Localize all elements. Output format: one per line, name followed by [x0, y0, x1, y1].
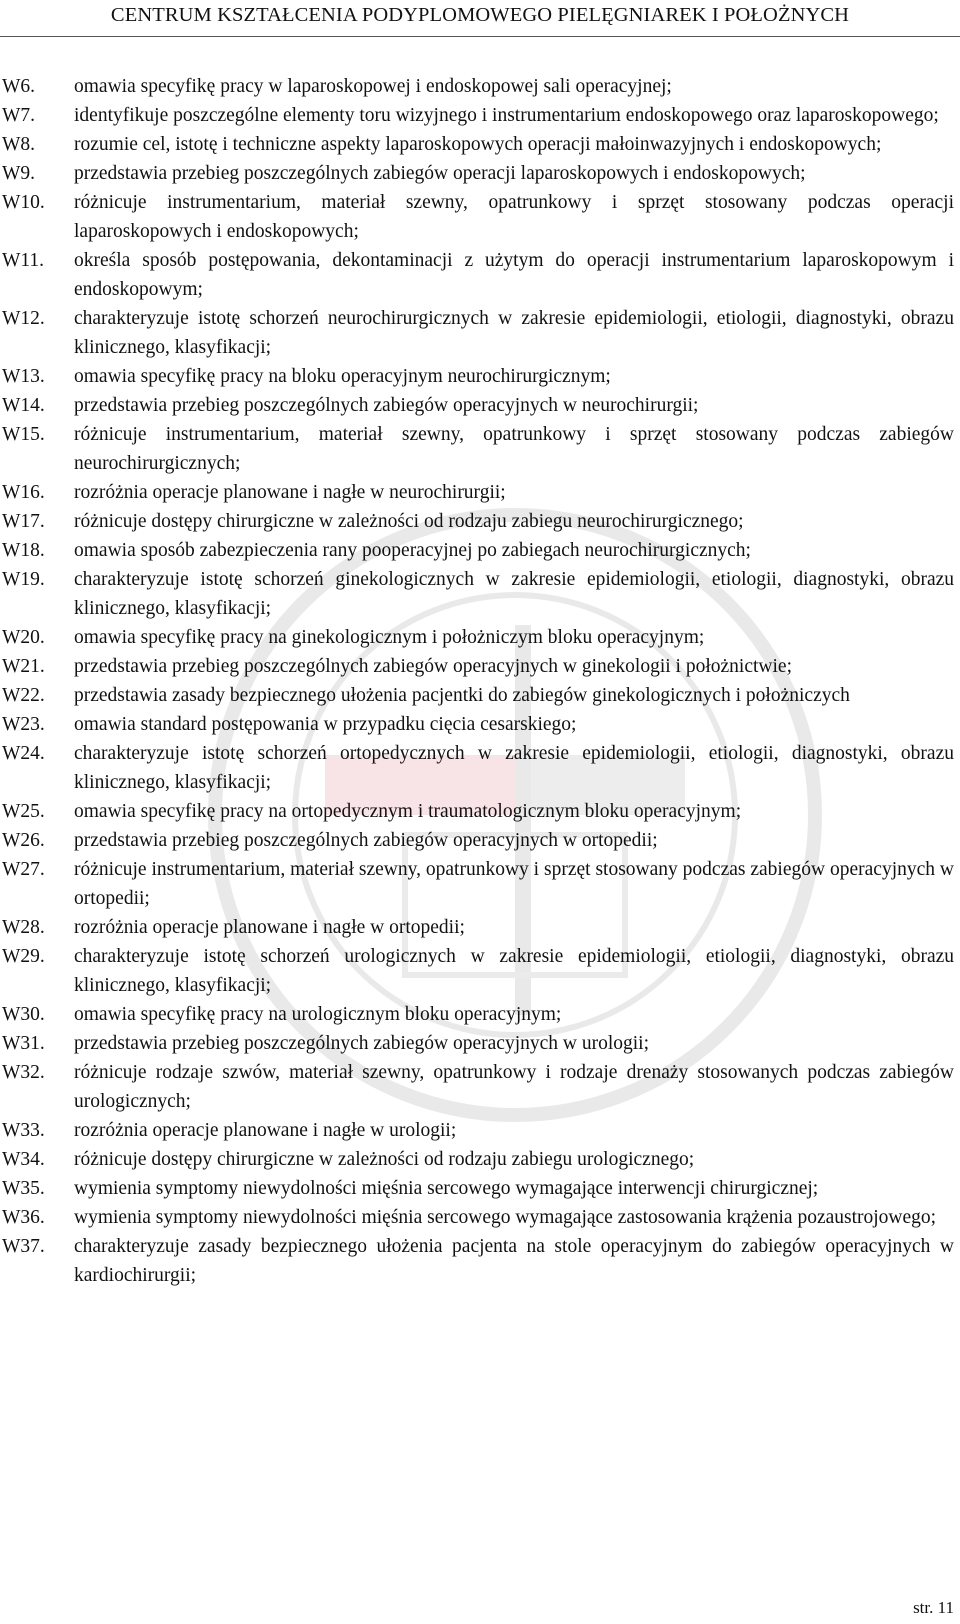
list-item [0, 246, 960, 304]
item-number: W19. [2, 569, 45, 590]
list-item [0, 942, 960, 1000]
list-item [0, 507, 960, 536]
list-item [0, 536, 960, 565]
item-text: przedstawia przebieg poszczególnych zabiegów operacji laparoskopowych i endoskopowych; [74, 163, 806, 184]
list-item [0, 797, 960, 826]
item-number: W20. [2, 627, 45, 648]
list-item [0, 304, 960, 362]
list-item [0, 826, 960, 855]
item-number: W22. [2, 685, 45, 706]
item-text: omawia specyfikę pracy na bloku operacyjnym neurochirurgicznym; [74, 366, 611, 387]
list-item [0, 362, 960, 391]
page-header [0, 0, 960, 36]
list-item [0, 391, 960, 420]
item-number: W17. [2, 511, 45, 532]
item-number: W35. [2, 1178, 45, 1199]
item-number: W31. [2, 1033, 45, 1054]
item-text: przedstawia przebieg poszczególnych zabiegów operacyjnych w ginekologii i położnictwie; [74, 656, 792, 677]
item-text: omawia specyfikę pracy w laparoskopowej i endoskopowej sali operacyjnej; [74, 76, 672, 97]
item-number: W23. [2, 714, 45, 735]
list-item [0, 1203, 960, 1232]
item-number: W16. [2, 482, 45, 503]
item-text: różnicuje dostępy chirurgiczne w zależności od rodzaju zabiegu urologicznego; [74, 1149, 695, 1170]
item-number: W34. [2, 1149, 45, 1170]
item-number: W37. [2, 1236, 45, 1257]
item-text: przedstawia zasady bezpiecznego ułożenia pacjentki do zabiegów ginekologicznych i położniczych [74, 685, 850, 706]
list-item [0, 1232, 960, 1290]
item-text: różnicuje instrumentarium, materiał szewny, opatrunkowy i sprzęt stosowany podczas zabiegów operacyjnych w ortopedii; [74, 859, 954, 909]
list-item [0, 188, 960, 246]
list-item [0, 652, 960, 681]
list-item [0, 1116, 960, 1145]
item-number: W27. [2, 859, 45, 880]
item-text: charakteryzuje zasady bezpiecznego ułożenia pacjenta na stole operacyjnym do zabiegów operacyjnych w kardiochirurgii; [74, 1236, 954, 1286]
item-text: rozróżnia operacje planowane i nagłe w urologii; [74, 1120, 457, 1141]
list-item [0, 101, 960, 130]
item-text: charakteryzuje istotę schorzeń urologicznych w zakresie epidemiologii, etiologii, diagnostyki, obrazu klinicznego, klasyfikacji; [74, 946, 954, 996]
item-text: różnicuje dostępy chirurgiczne w zależności od rodzaju zabiegu neurochirurgicznego; [74, 511, 744, 532]
item-number: W29. [2, 946, 45, 967]
list-item [0, 130, 960, 159]
item-text: omawia specyfikę pracy na urologicznym bloku operacyjnym; [74, 1004, 562, 1025]
list-item [0, 420, 960, 478]
item-number: W7. [2, 105, 36, 126]
item-number: W14. [2, 395, 45, 416]
list-item [0, 1145, 960, 1174]
header-divider [0, 36, 960, 37]
item-text: rozumie cel, istotę i techniczne aspekty laparoskopowych operacji małoinwazyjnych i endoskopowych; [74, 134, 882, 155]
item-text: omawia standard postępowania w przypadku cięcia cesarskiego; [74, 714, 577, 735]
item-number: W13. [2, 366, 45, 387]
item-text: różnicuje rodzaje szwów, materiał szewny, opatrunkowy i rodzaje drenaży stosowanych podczas zabiegów urologicznych; [74, 1062, 954, 1112]
item-text: przedstawia przebieg poszczególnych zabiegów operacyjnych w urologii; [74, 1033, 650, 1054]
item-text: charakteryzuje istotę schorzeń neurochirurgicznych w zakresie epidemiologii, etiologii, diagnostyki, obrazu klinicznego, klasyfikacji; [74, 308, 954, 358]
learning-outcomes-list [0, 72, 960, 1290]
list-item [0, 855, 960, 913]
list-item [0, 913, 960, 942]
header-title: CENTRUM KSZTAŁCENIA PODYPLOMOWEGO PIELĘGNIAREK I POŁOŻNYCH [110, 4, 850, 26]
item-number: W33. [2, 1120, 45, 1141]
list-item [0, 159, 960, 188]
item-text: różnicuje instrumentarium, materiał szewny, opatrunkowy i sprzęt stosowany podczas operacji laparoskopowych i endoskopowych; [74, 192, 954, 242]
item-text: omawia sposób zabezpieczenia rany pooperacyjnej po zabiegach neurochirurgicznych; [74, 540, 751, 561]
item-number: W6. [2, 76, 36, 97]
item-number: W26. [2, 830, 45, 851]
item-number: W9. [2, 163, 36, 184]
item-number: W21. [2, 656, 45, 677]
item-number: W36. [2, 1207, 45, 1228]
item-text: identyfikuje poszczególne elementy toru wizyjnego i instrumentarium endoskopowego oraz laparoskopowego; [74, 105, 939, 126]
list-item [0, 681, 960, 710]
item-number: W28. [2, 917, 45, 938]
item-text: omawia specyfikę pracy na ginekologicznym i położniczym bloku operacyjnym; [74, 627, 705, 648]
list-item [0, 565, 960, 623]
list-item [0, 739, 960, 797]
page-number [913, 1598, 954, 1618]
item-number: W25. [2, 801, 45, 822]
list-item [0, 478, 960, 507]
page-number-text: str. 11 [913, 1598, 954, 1617]
item-number: W18. [2, 540, 45, 561]
item-text: wymienia symptomy niewydolności mięśnia sercowego wymagające zastosowania krążenia pozaustrojowego; [74, 1207, 937, 1228]
item-text: przedstawia przebieg poszczególnych zabiegów operacyjnych w ortopedii; [74, 830, 658, 851]
item-text: charakteryzuje istotę schorzeń ginekologicznych w zakresie epidemiologii, etiologii, diagnostyki, obrazu klinicznego, klasyfikacji; [74, 569, 954, 619]
list-item [0, 1000, 960, 1029]
item-number: W10. [2, 192, 45, 213]
item-number: W8. [2, 134, 36, 155]
list-item [0, 1174, 960, 1203]
list-item [0, 1029, 960, 1058]
item-number: W30. [2, 1004, 45, 1025]
item-number: W11. [2, 250, 45, 271]
item-text: określa sposób postępowania, dekontaminacji z użytym do operacji instrumentarium laparoskopowym i endoskopowym; [74, 250, 954, 300]
item-text: wymienia symptomy niewydolności mięśnia sercowego wymagające interwencji chirurgicznej; [74, 1178, 819, 1199]
list-item [0, 1058, 960, 1116]
item-text: omawia specyfikę pracy na ortopedycznym i traumatologicznym bloku operacyjnym; [74, 801, 742, 822]
item-text: rozróżnia operacje planowane i nagłe w neurochirurgii; [74, 482, 506, 503]
item-text: przedstawia przebieg poszczególnych zabiegów operacyjnych w neurochirurgii; [74, 395, 699, 416]
list-item [0, 710, 960, 739]
item-number: W32. [2, 1062, 45, 1083]
list-item [0, 72, 960, 101]
list-item [0, 623, 960, 652]
item-number: W15. [2, 424, 45, 445]
item-text: różnicuje instrumentarium, materiał szewny, opatrunkowy i sprzęt stosowany podczas zabiegów neurochirurgicznych; [74, 424, 954, 474]
item-text: charakteryzuje istotę schorzeń ortopedycznych w zakresie epidemiologii, etiologii, diagnostyki, obrazu klinicznego, klasyfikacji; [74, 743, 954, 793]
item-number: W24. [2, 743, 45, 764]
item-number: W12. [2, 308, 45, 329]
item-text: rozróżnia operacje planowane i nagłe w ortopedii; [74, 917, 465, 938]
